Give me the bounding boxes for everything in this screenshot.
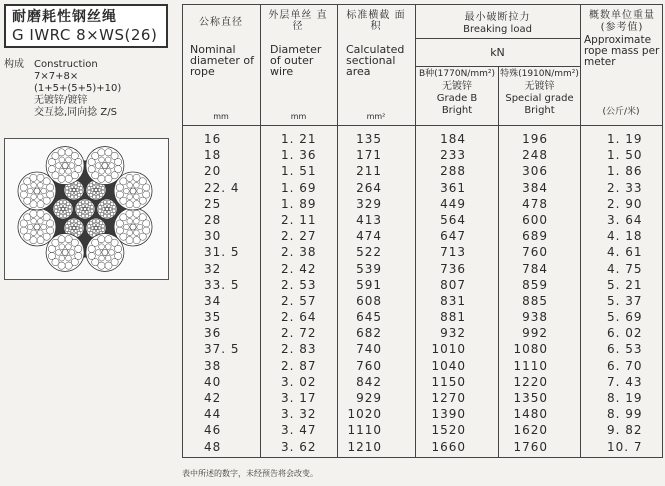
table-border bbox=[182, 4, 663, 5]
construction-line: 7×7+8× bbox=[34, 71, 79, 82]
table-cell: 38 bbox=[204, 358, 222, 373]
header-mass-unit: (公斤/米) bbox=[602, 107, 640, 117]
table-cell: 932 bbox=[440, 326, 466, 341]
table-cell: 361 bbox=[440, 180, 466, 195]
table-cell: 30 bbox=[204, 229, 222, 244]
table-cell: 3. 32 bbox=[281, 407, 317, 422]
column-breaking-special bbox=[508, 131, 548, 455]
table-cell: 233 bbox=[440, 148, 466, 163]
table-cell: 4. 75 bbox=[607, 261, 643, 276]
table-cell: 329 bbox=[356, 196, 382, 211]
table-cell: 807 bbox=[440, 277, 466, 292]
column-rope-mass bbox=[607, 131, 643, 455]
table-cell: 32 bbox=[204, 261, 222, 276]
table-cell: 992 bbox=[522, 326, 548, 341]
header-special-spec: 特殊(1910N/mm²) bbox=[500, 69, 579, 79]
table-cell: 8. 99 bbox=[607, 407, 643, 422]
table-cell: 474 bbox=[356, 229, 382, 244]
table-cell: 885 bbox=[522, 293, 548, 308]
table-cell: 264 bbox=[356, 180, 382, 195]
column-divider bbox=[337, 4, 338, 458]
footnote: 表中所述的数字，未经预告将会改变。 bbox=[182, 469, 318, 478]
header-gradeb-en: Grade B bbox=[436, 93, 478, 104]
table-cell: 3. 62 bbox=[281, 439, 317, 454]
product-title-cn: 耐磨耗性钢丝绳 bbox=[12, 9, 117, 25]
table-cell: 16 bbox=[204, 132, 222, 146]
header-mass-cn: 概数单位重量 bbox=[589, 10, 655, 21]
table-cell: 3. 17 bbox=[281, 391, 317, 405]
table-cell: 1. 19 bbox=[607, 132, 643, 146]
header-area-cn: 标准横截 面 积 bbox=[346, 10, 406, 32]
table-cell: 736 bbox=[440, 261, 466, 276]
row-divider bbox=[182, 125, 663, 126]
table-cell: 171 bbox=[356, 148, 382, 163]
table-cell: 1110 bbox=[347, 423, 382, 438]
table-cell: 2. 27 bbox=[281, 229, 317, 244]
table-cell: 522 bbox=[356, 245, 382, 260]
table-cell: 2. 64 bbox=[281, 310, 317, 325]
specification-table bbox=[182, 4, 663, 458]
column-divider bbox=[415, 4, 416, 458]
table-cell: 3. 02 bbox=[281, 374, 317, 389]
table-cell: 929 bbox=[356, 391, 382, 405]
table-cell: 2. 33 bbox=[607, 180, 643, 195]
header-gradeb-cn: 无镀锌 bbox=[442, 81, 472, 92]
table-cell: 1660 bbox=[431, 439, 466, 454]
table-cell: 3. 64 bbox=[607, 212, 643, 227]
table-cell: 2. 57 bbox=[281, 293, 317, 308]
table-cell: 34 bbox=[204, 293, 222, 308]
table-cell: 2. 11 bbox=[281, 212, 317, 227]
table-cell: 689 bbox=[522, 229, 548, 244]
table-cell: 36 bbox=[204, 326, 222, 341]
header-mass-en: Approximate rope mass per meter bbox=[584, 34, 660, 68]
construction-label-cn: 构成 bbox=[4, 59, 24, 70]
table-cell: 1. 21 bbox=[281, 132, 317, 146]
table-cell: 248 bbox=[522, 148, 548, 163]
table-cell: 1. 36 bbox=[281, 148, 317, 163]
table-cell: 196 bbox=[522, 132, 548, 146]
table-cell: 1040 bbox=[431, 358, 466, 373]
header-breaking-cn: 最小破断拉力 bbox=[464, 12, 531, 23]
table-cell: 6. 53 bbox=[607, 342, 643, 357]
table-cell: 2. 83 bbox=[281, 342, 317, 357]
table-cell: 28 bbox=[204, 212, 222, 227]
table-cell: 600 bbox=[522, 212, 548, 227]
table-cell: 1210 bbox=[347, 439, 382, 454]
table-cell: 10. 7 bbox=[607, 439, 643, 454]
column-outer-wire-diameter bbox=[281, 131, 317, 455]
table-cell: 1150 bbox=[431, 374, 466, 389]
table-cell: 1. 51 bbox=[281, 164, 317, 179]
table-cell: 1010 bbox=[431, 342, 466, 357]
rope-cross-section-figure bbox=[4, 138, 169, 280]
construction-line: 无镀锌/镀锌 bbox=[34, 95, 88, 106]
table-cell: 760 bbox=[356, 358, 382, 373]
header-special-cn: 无镀锌 bbox=[524, 81, 555, 92]
table-cell: 211 bbox=[356, 164, 382, 179]
table-cell: 938 bbox=[522, 310, 548, 325]
table-cell: 478 bbox=[522, 196, 548, 211]
table-cell: 6. 70 bbox=[607, 358, 643, 373]
table-cell: 682 bbox=[356, 326, 382, 341]
column-breaking-grade-b bbox=[426, 131, 466, 455]
table-cell: 5. 69 bbox=[607, 310, 643, 325]
table-cell: 740 bbox=[356, 342, 382, 357]
table-cell: 713 bbox=[440, 245, 466, 260]
table-cell: 539 bbox=[356, 261, 382, 276]
header-breaking-unit: kN bbox=[490, 46, 505, 59]
column-divider bbox=[260, 4, 261, 458]
table-cell: 784 bbox=[522, 261, 548, 276]
table-cell: 135 bbox=[356, 132, 382, 146]
table-cell: 1620 bbox=[513, 423, 548, 438]
table-cell: 5. 37 bbox=[607, 293, 643, 308]
table-cell: 1. 86 bbox=[607, 164, 643, 179]
header-gradeb-spec: B种(1770N/mm²) bbox=[418, 69, 495, 79]
table-border bbox=[182, 4, 183, 458]
table-cell: 449 bbox=[440, 196, 466, 211]
table-cell: 306 bbox=[522, 164, 548, 179]
table-cell: 2. 90 bbox=[607, 196, 643, 211]
construction-line: 交互捻,同向捻 Z/S bbox=[34, 107, 117, 118]
header-mass-ref: (参考值) bbox=[600, 22, 644, 33]
header-outer-cn: 外层单丝 直 径 bbox=[268, 10, 328, 32]
table-cell: 1760 bbox=[513, 439, 548, 454]
table-cell: 46 bbox=[204, 423, 222, 438]
column-sectional-area bbox=[342, 131, 382, 455]
table-border bbox=[662, 4, 663, 458]
table-border bbox=[182, 457, 663, 458]
table-cell: 1020 bbox=[347, 407, 382, 422]
table-cell: 2. 42 bbox=[281, 261, 317, 276]
table-cell: 4. 61 bbox=[607, 245, 643, 260]
table-cell: 591 bbox=[356, 277, 382, 292]
header-special-bright: Bright bbox=[524, 105, 555, 116]
table-cell: 384 bbox=[522, 180, 548, 195]
table-cell: 22. 4 bbox=[204, 180, 240, 195]
table-cell: 2. 53 bbox=[281, 277, 317, 292]
table-cell: 3. 47 bbox=[281, 423, 317, 438]
table-cell: 33. 5 bbox=[204, 277, 240, 292]
column-divider bbox=[580, 4, 581, 458]
table-cell: 859 bbox=[522, 277, 548, 292]
table-cell: 8. 19 bbox=[607, 391, 643, 405]
table-cell: 25 bbox=[204, 196, 222, 211]
table-cell: 413 bbox=[356, 212, 382, 227]
table-cell: 20 bbox=[204, 164, 222, 179]
header-nominal-en: Nominal diameter of rope bbox=[190, 43, 254, 78]
table-cell: 48 bbox=[204, 439, 222, 454]
table-cell: 37. 5 bbox=[204, 342, 240, 357]
table-cell: 1. 89 bbox=[281, 196, 317, 211]
table-cell: 44 bbox=[204, 407, 222, 422]
table-cell: 760 bbox=[522, 245, 548, 260]
table-cell: 1350 bbox=[513, 391, 548, 405]
header-nominal-cn: 公称直径 bbox=[199, 17, 243, 28]
table-cell: 4. 18 bbox=[607, 229, 643, 244]
table-cell: 35 bbox=[204, 310, 222, 325]
construction-label-en: Construction bbox=[34, 59, 98, 70]
header-special-en: Special grade bbox=[505, 93, 574, 104]
table-cell: 5. 21 bbox=[607, 277, 643, 292]
table-cell: 1. 69 bbox=[281, 180, 317, 195]
table-cell: 564 bbox=[440, 212, 466, 227]
product-title-box bbox=[4, 4, 168, 48]
table-cell: 831 bbox=[440, 293, 466, 308]
header-gradeb-bright: Bright bbox=[441, 105, 473, 116]
table-cell: 288 bbox=[440, 164, 466, 179]
table-cell: 9. 82 bbox=[607, 423, 643, 438]
header-area-en: Calculated sectional area bbox=[346, 43, 405, 78]
table-cell: 647 bbox=[440, 229, 466, 244]
table-cell: 608 bbox=[356, 293, 382, 308]
column-nominal-diameter bbox=[204, 131, 240, 455]
construction-info bbox=[4, 59, 174, 119]
table-cell: 842 bbox=[356, 374, 382, 389]
table-cell: 2. 38 bbox=[281, 245, 317, 260]
header-outer-unit: mm bbox=[290, 112, 307, 121]
table-cell: 1480 bbox=[513, 407, 548, 422]
header-breaking-en: Breaking load bbox=[463, 24, 532, 35]
table-cell: 1080 bbox=[513, 342, 548, 357]
table-cell: 40 bbox=[204, 374, 222, 389]
rope-cross-section-drawing bbox=[5, 139, 168, 279]
table-cell: 881 bbox=[440, 310, 466, 325]
table-cell: 645 bbox=[356, 310, 382, 325]
table-cell: 2. 87 bbox=[281, 358, 317, 373]
table-cell: 1. 50 bbox=[607, 148, 643, 163]
header-nominal-unit: mm bbox=[213, 112, 229, 121]
table-cell: 1220 bbox=[513, 374, 548, 389]
table-cell: 1520 bbox=[431, 423, 466, 438]
table-cell: 1270 bbox=[431, 391, 466, 405]
table-cell: 1390 bbox=[431, 407, 466, 422]
construction-line: (1+5+(5+5)+10) bbox=[34, 83, 122, 94]
table-cell: 42 bbox=[204, 391, 222, 405]
row-divider bbox=[415, 38, 581, 39]
left-panel bbox=[4, 4, 174, 119]
header-outer-en: Diameter of outer wire bbox=[270, 43, 322, 78]
table-cell: 6. 02 bbox=[607, 326, 643, 341]
table-cell: 18 bbox=[204, 148, 222, 163]
row-divider bbox=[415, 66, 581, 67]
table-cell: 2. 72 bbox=[281, 326, 317, 341]
table-cell: 31. 5 bbox=[204, 245, 240, 260]
table-cell: 7. 43 bbox=[607, 374, 643, 389]
table-cell: 184 bbox=[440, 132, 466, 146]
product-title-en: G IWRC 8×WS(26) bbox=[12, 26, 158, 44]
table-cell: 1110 bbox=[513, 358, 548, 373]
header-area-unit: mm² bbox=[366, 112, 386, 121]
